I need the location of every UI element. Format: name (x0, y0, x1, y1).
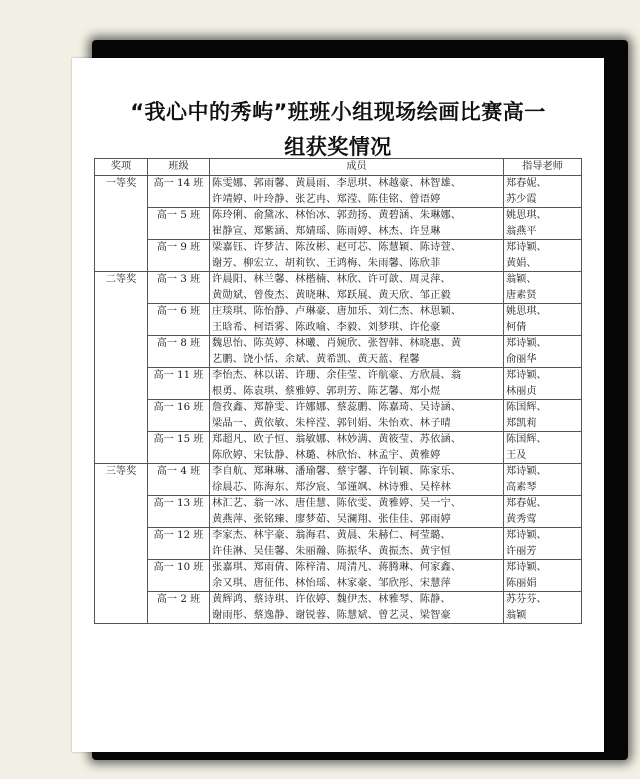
teacher-cell (504, 368, 582, 400)
members-line: 李怡杰、林以诺、许珊、余佳莹、许航豪、方欣晨、翁 (212, 370, 462, 381)
table-header-row (95, 159, 582, 176)
class-cell: 高一 9 班 (148, 240, 210, 272)
members-line: 魏思怡、陈英婷、林曦、肖婉欣、张智韩、林晓惠、黄 (212, 338, 462, 349)
members-cell (210, 560, 504, 592)
class-cell: 高一 15 班 (148, 432, 210, 464)
teacher-line: 唐素贤 (506, 289, 537, 301)
class-cell: 高一 2 班 (148, 592, 210, 624)
table-row (95, 368, 582, 400)
members-cell (210, 368, 504, 400)
members-line: 谢雨彤、蔡逸静、谢锐蓉、陈慧斌、曾艺灵、梁智豪 (212, 609, 451, 621)
teacher-cell (504, 336, 582, 368)
document-title-line1: “我心中的秀屿”班班小组现场绘画比赛高一 (130, 100, 546, 124)
teacher-line: 俞丽华 (506, 353, 537, 365)
teacher-line: 陈国辉、 (506, 402, 547, 413)
class-cell: 高一 5 班 (148, 208, 210, 240)
class-cell: 高一 12 班 (148, 528, 210, 560)
members-line: 黄辉鸿、蔡诗琪、许依婷、魏伊杰、林雅琴、陈静、 (212, 594, 451, 605)
teacher-line: 王及 (506, 449, 527, 461)
award-level-cell: 三等奖 (95, 464, 148, 624)
teacher-line: 郑诗颖、 (506, 242, 547, 253)
members-line: 陈雯娜、郭雨馨、黄晨雨、李思琪、林越豪、林智雄、 (212, 178, 462, 189)
members-line: 林汇艺、翁一冰、唐佳慧、陈依雯、黄雅婷、吴一宁、 (212, 498, 462, 509)
table-row (95, 464, 582, 496)
members-line: 李家杰、林宇豪、翁海君、黄晨、朱赫仁、柯莹璐、 (212, 530, 451, 541)
table-row (95, 240, 582, 272)
class-cell: 高一 13 班 (148, 496, 210, 528)
teacher-line: 郑春妮、 (506, 498, 547, 509)
members-line: 李自航、郑琳琳、潘瑜馨、蔡宇馨、许钊颖、陈家乐、 (212, 466, 462, 477)
members-line: 艺鹏、饶小恬、余斌、黄希凯、黄天蓝、程馨 (212, 353, 420, 365)
members-cell (210, 432, 504, 464)
teacher-cell (504, 560, 582, 592)
members-cell (210, 304, 504, 336)
teacher-line: 高素琴 (506, 481, 537, 493)
table-row (95, 336, 582, 368)
teacher-cell (504, 208, 582, 240)
members-cell (210, 592, 504, 624)
members-line: 徐晨芯、陈海东、郑汐宸、邹谨飒、林诗雅、吴梓林 (212, 481, 451, 493)
teacher-cell (504, 304, 582, 336)
awards-table (94, 158, 582, 624)
header-award: 奖项 (95, 159, 148, 176)
document-title-line2: 组获奖情况 (284, 135, 392, 159)
members-line: 黄勋斌、曾俊杰、黄晓琳、郑跃展、黄天欣、邹正毅 (212, 289, 451, 301)
class-cell: 高一 16 班 (148, 400, 210, 432)
members-line: 谢芳、柳宏立、胡莉钦、王鸿梅、朱雨馨、陈欣菲 (212, 257, 441, 269)
teacher-cell (504, 592, 582, 624)
table-row (95, 272, 582, 304)
teacher-line: 翁颖、 (506, 274, 537, 285)
members-cell (210, 176, 504, 208)
members-cell (210, 400, 504, 432)
teacher-line: 陈国辉、 (506, 434, 547, 445)
members-cell (210, 464, 504, 496)
class-cell: 高一 3 班 (148, 272, 210, 304)
table-row (95, 528, 582, 560)
members-cell (210, 336, 504, 368)
teacher-cell (504, 496, 582, 528)
members-line: 许佳淋、吴佳馨、朱丽瀚、陈振华、黄振杰、黄宇恒 (212, 545, 451, 557)
teacher-line: 郑凯莉 (506, 417, 537, 429)
teacher-line: 郑春妮、 (506, 178, 547, 189)
teacher-line: 翁颖 (506, 609, 527, 621)
members-line: 崔静宣、郑紫涵、郑婧瑶、陈雨婷、林杰、许昱琳 (212, 225, 441, 237)
header-class: 班级 (148, 159, 210, 176)
teacher-cell (504, 240, 582, 272)
class-cell: 高一 10 班 (148, 560, 210, 592)
members-cell (210, 496, 504, 528)
members-cell (210, 208, 504, 240)
teacher-line: 柯倩 (506, 321, 527, 333)
members-line: 王晗希、柯语雾、陈政喻、李毅、刘梦琪、许伦豪 (212, 321, 441, 333)
teacher-line: 翁燕平 (506, 225, 537, 237)
teacher-line: 林丽贞 (506, 385, 537, 397)
members-cell (210, 528, 504, 560)
members-line: 庄琰琪、陈怡静、卢琳豪、唐加乐、刘仁杰、林思颖、 (212, 306, 462, 317)
members-line: 郑超凡、欧子恒、翁敏娜、林妙满、黄筱莹、苏依涵、 (212, 434, 462, 445)
teacher-line: 郑诗颖、 (506, 562, 547, 573)
table-row (95, 208, 582, 240)
award-level-cell: 一等奖 (95, 176, 148, 272)
class-cell: 高一 6 班 (148, 304, 210, 336)
class-cell: 高一 11 班 (148, 368, 210, 400)
teacher-cell (504, 272, 582, 304)
table-row (95, 304, 582, 336)
teacher-line: 黄娟、 (506, 257, 537, 269)
teacher-cell (504, 464, 582, 496)
teacher-line: 苏芬芬、 (506, 594, 547, 605)
members-line: 陈玲俐、俞黛冰、林怡冰、郭劲扬、黄碧涵、朱琳娜、 (212, 210, 462, 221)
members-line: 张嘉琪、郑雨倩、陈梓清、周清凡、蒋腾琳、何家鑫、 (212, 562, 462, 573)
members-line: 根勇、陈袁琪、蔡雅婷、郭玥芳、陈艺馨、郑小煜 (212, 385, 441, 397)
teacher-line: 许丽芳 (506, 545, 537, 557)
teacher-line: 黄秀莺 (506, 513, 537, 525)
teacher-cell (504, 432, 582, 464)
teacher-line: 姚思琪、 (506, 210, 547, 221)
teacher-line: 姚思琪、 (506, 306, 547, 317)
table-row (95, 496, 582, 528)
class-cell: 高一 8 班 (148, 336, 210, 368)
teacher-line: 苏少霞 (506, 193, 537, 205)
teacher-line: 郑诗颖、 (506, 466, 547, 477)
members-line: 余又琪、唐征伟、林怡瑶、林家豪、邹欣彤、宋慧萍 (212, 577, 451, 589)
table-row (95, 400, 582, 432)
members-line: 詹孜鑫、郑静雯、许娜娜、蔡蕊鹏、陈嘉琦、吴诗涵、 (212, 402, 462, 413)
table-row (95, 560, 582, 592)
document-page (72, 58, 604, 752)
members-line: 黄燕萍、张铭臻、廖梦茹、吴澜翔、张佳佳、郭雨婷 (212, 513, 451, 525)
teacher-line: 郑诗颖、 (506, 530, 547, 541)
header-members: 成员 (210, 159, 504, 176)
members-line: 梁嘉钰、许梦洁、陈汝彬、赵可芯、陈慧颖、陈诗萱、 (212, 242, 462, 253)
class-cell: 高一 14 班 (148, 176, 210, 208)
table-row (95, 432, 582, 464)
award-level-cell: 二等奖 (95, 272, 148, 464)
teacher-line: 陈丽娟 (506, 577, 537, 589)
members-line: 陈欣婷、宋钛静、林璐、林欣怡、林孟宇、黄雅婷 (212, 449, 441, 461)
teacher-line: 郑诗颖、 (506, 338, 547, 349)
members-line: 许晨阳、林兰馨、林楷楠、林欣、许可歆、周灵萍、 (212, 274, 451, 285)
table-body (95, 176, 582, 624)
members-cell (210, 240, 504, 272)
members-line: 梁晶一、黄依敏、朱梓滢、郭钊娟、朱怡欢、林子晴 (212, 417, 451, 429)
table-row (95, 176, 582, 208)
table-row (95, 592, 582, 624)
class-cell: 高一 4 班 (148, 464, 210, 496)
teacher-line: 郑诗颖、 (506, 370, 547, 381)
teacher-cell (504, 528, 582, 560)
teacher-cell (504, 176, 582, 208)
members-cell (210, 272, 504, 304)
header-teacher: 指导老师 (504, 159, 582, 176)
teacher-cell (504, 400, 582, 432)
members-line: 许靖婷、叶玲静、张艺冉、郑滢、陈佳铭、曾语婷 (212, 193, 441, 205)
